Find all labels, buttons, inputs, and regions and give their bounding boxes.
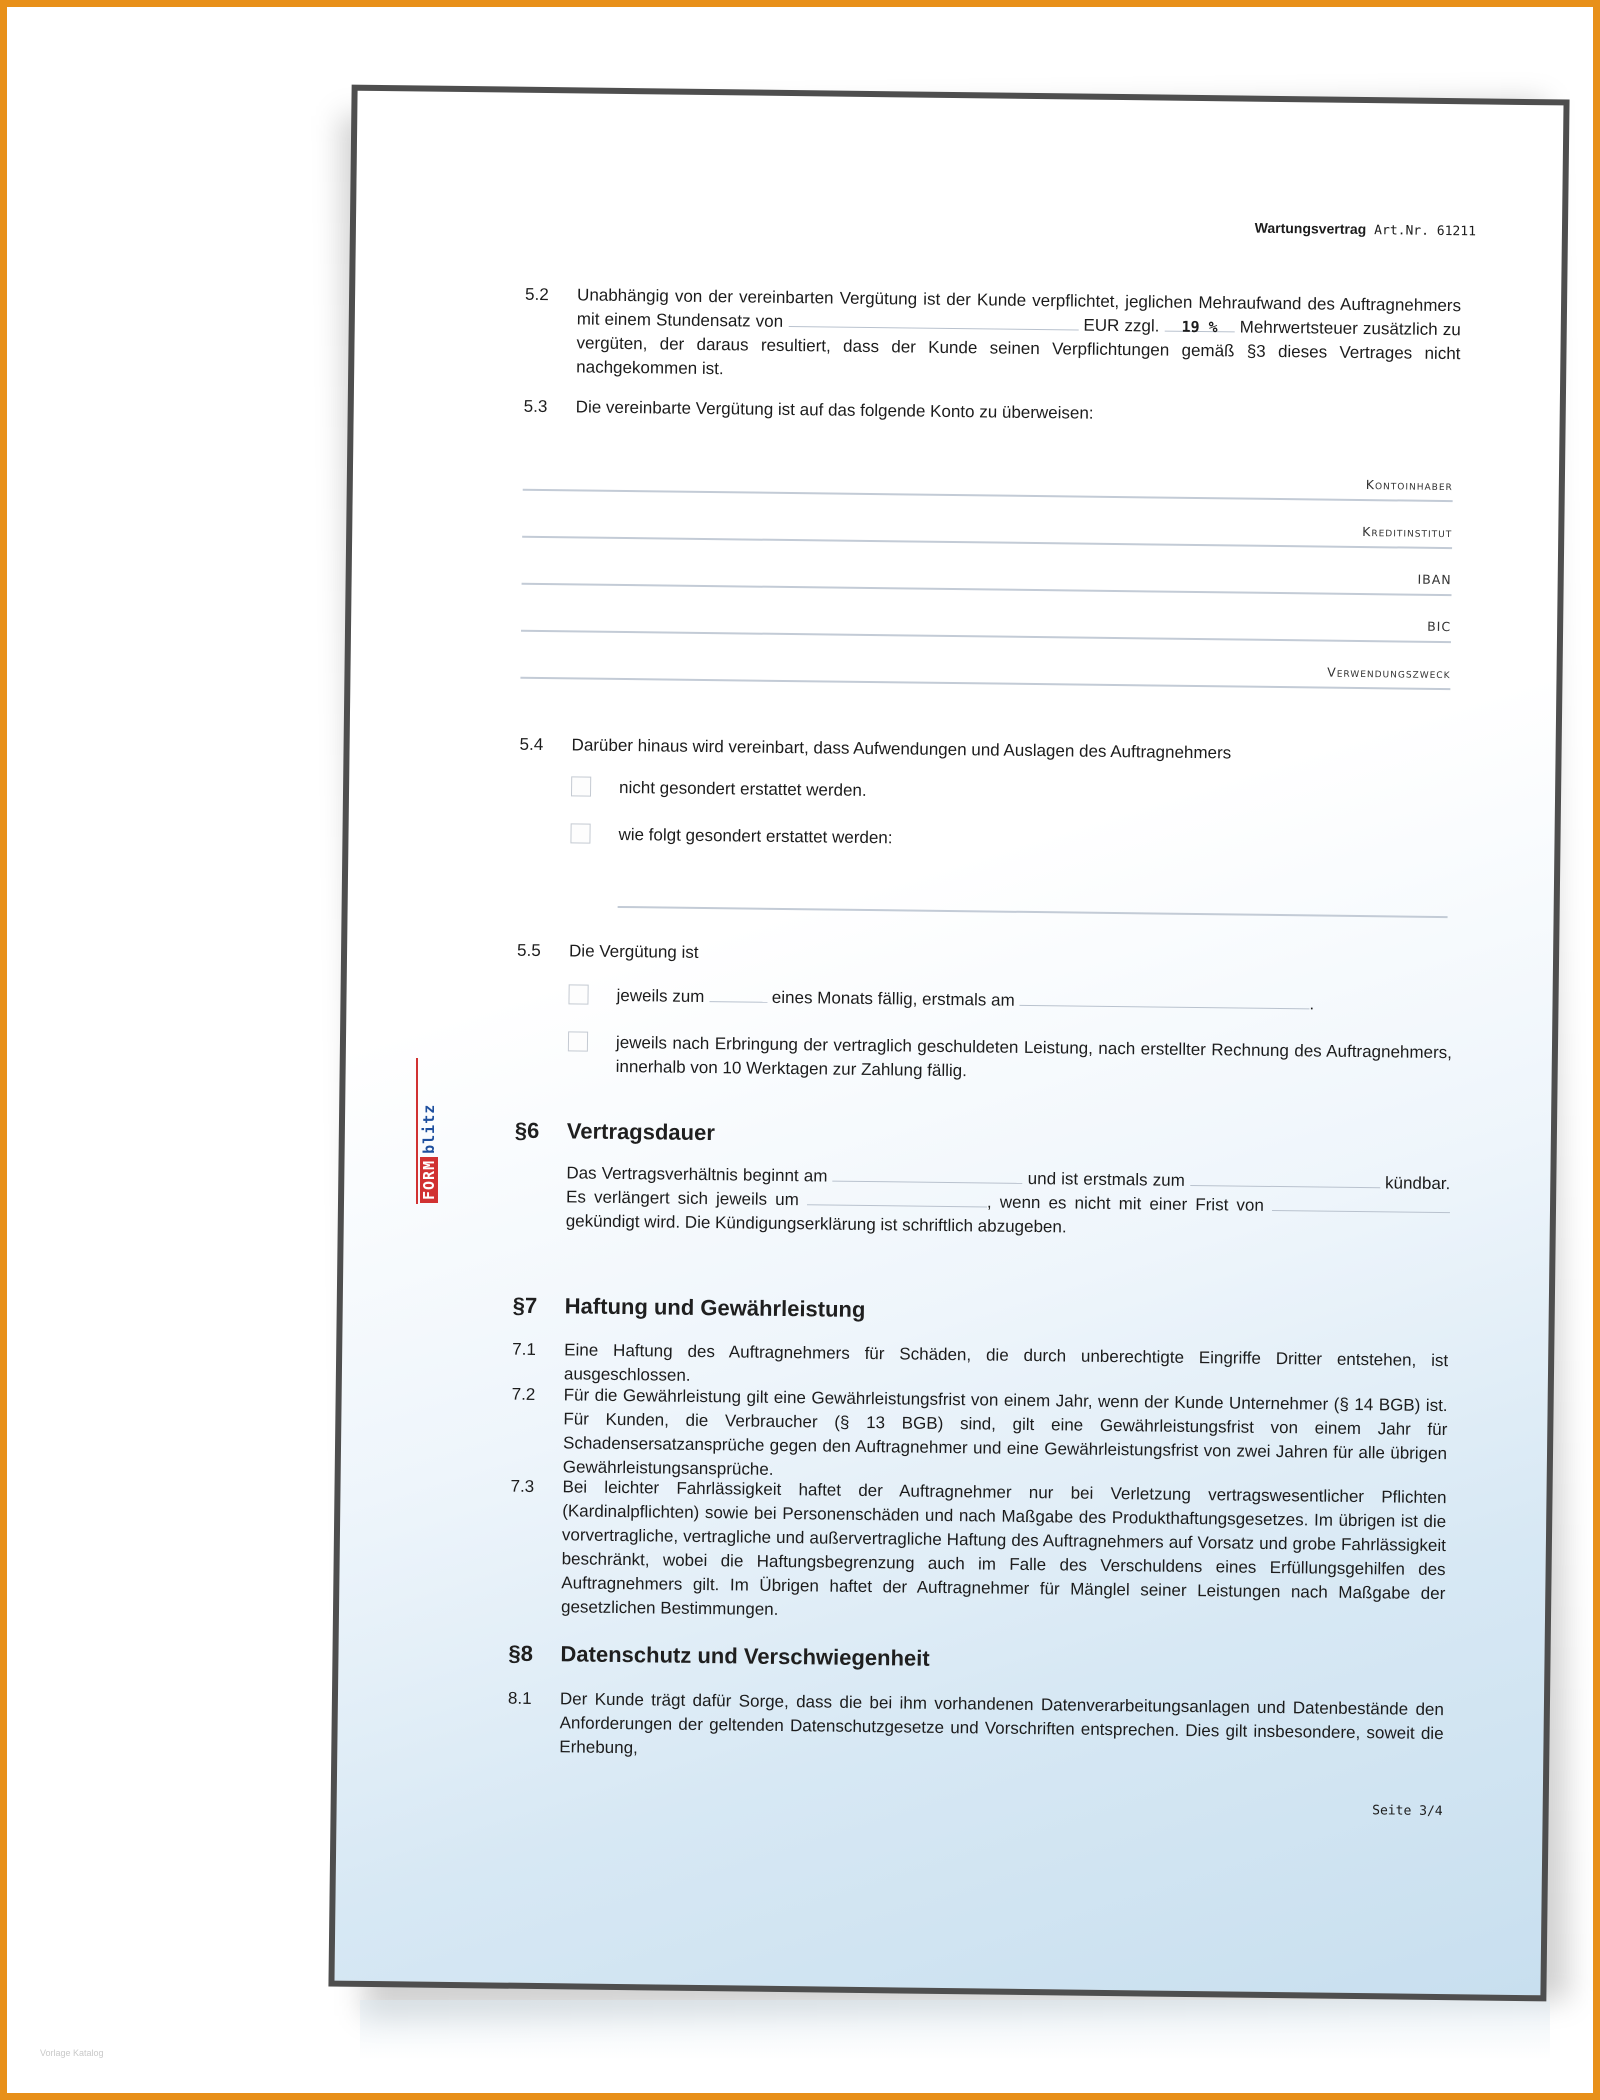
first-termination-field[interactable] (1190, 1169, 1380, 1188)
section-body: Darüber hinaus wird vereinbart, dass Aufwendungen und Auslagen des Auftragnehmers (571, 735, 1232, 763)
section-7-2: 7.2 Für die Gewährleistung gilt eine Gewährleistungsfrist von einem Jahr, wenn der Kunde Unternehmer (§ 14 BGB) ist. Für Kunden, die Verbraucher (§ 13 BGB) sind, gilt eine Gewährleistungsfrist von einem Jahr für Schadensersatzansprüche gegen den Auftragnehmer und eine Gewährleistungsfrist von zwei Jahren für alle übrigen Gewährleistungsansprüche. (511, 1384, 1448, 1479)
section-6-body: Das Vertragsverhältnis beginnt am und ist erstmals zum kündbar. Es verlängert sich jeweils um , wenn es nicht mit einer Frist von gekündigt wird. Die Kündigungserklärung ist schriftlich abzugeben. (565, 1163, 1451, 1237)
section-8-1: 8.1 Der Kunde trägt dafür Sorge, dass die bei ihm vorhandenen Datenverarbeitungsanlagen und Datenbestände den Anforderungen der geltenden Datenschutzgesetze und Vorschriften entsprechen. Dies gilt insbesondere, soweit die Erhebung, (507, 1688, 1445, 1758)
section-5-3 (524, 395, 1460, 436)
section-body: Die vereinbarte Vergütung ist auf das folgende Konto zu überweisen: (575, 397, 1094, 423)
header-title: Wartungsvertrag (1254, 219, 1367, 238)
first-due-date-field[interactable] (1019, 989, 1309, 1010)
iban-field[interactable]: IBAN (522, 557, 1452, 596)
section-5-4 (519, 733, 1455, 774)
heading-section-6: §6 Vertragsdauer (514, 1117, 716, 1146)
vat-field[interactable]: 19 % (1165, 315, 1235, 333)
section-number: 5.5 (516, 940, 541, 961)
bic-field[interactable]: BIC (521, 604, 1451, 643)
heading-section-8: §8 Datenschutz und Verschwiegenheit (508, 1640, 930, 1671)
document-page (328, 85, 1569, 2002)
section-number: 5.3 (523, 396, 548, 417)
account-holder-field[interactable]: Kontoinhaber (523, 463, 1453, 502)
option-after-invoice: jeweils nach Erbringung der vertraglich geschuldeten Leistung, nach erstellter Rechnung des Auftragnehmers, innerhalb von 10 Werktagen zur Zahlung fällig. (567, 1030, 1452, 1093)
notice-period-field[interactable] (1272, 1194, 1450, 1213)
section-number: 5.4 (519, 734, 544, 755)
bank-field[interactable]: Kreditinstitut (522, 510, 1452, 549)
page-number: Seite 3/4 (1372, 1803, 1443, 1820)
checkbox[interactable] (568, 984, 588, 1004)
section-body: Die Vergütung ist (568, 941, 699, 962)
watermark-text: Vorlage Katalog (40, 2048, 104, 2058)
option-not-reimbursed: nicht gesondert erstattet werden. (571, 775, 1455, 812)
section-body: Unabhängig von der vereinbarten Vergütung ist der Kunde verpflichtet, jeglichen Mehraufwand des Auftragnehmers mit einem Stundensatz von EUR zzgl. 19 % Mehrwertsteuer zusätzlich zu vergüten, der daraus resultiert, dass der Kunde seinen Verpflichtungen gemäß §3 dieses Vertrages nicht nachgekommen ist. (576, 285, 1462, 379)
hourly-rate-field[interactable] (788, 310, 1078, 331)
section-7-3: 7.3 Bei leichter Fahrlässigkeit haftet der Auftragnehmer nur bei Verletzung vertragswesentlicher Pflichten (Kardinalpflichten) sowie bei Personenschäden und nach Maßgabe des Produkthaftungsgesetzes. Im übrigen ist die vorvertragliche, vertragliche und außervertragliche Haftung des Auftragnehmers auf Vorsatz und grobe Fahrlässigkeit beschränkt, wobei die Haftungsbegrenzung auch im Falle des Verschuldens eines Erfüllungsgehilfen des Auftragnehmers gilt. Im Übrigen haftet der Auftragnehmer für Mänglel seiner Leistungen nach Maßgabe der gesetzlichen Bestimmungen. (510, 1476, 1447, 1619)
option-monthly-due: jeweils zum eines Monats fällig, erstmals am . (568, 983, 1452, 1020)
checkbox[interactable] (570, 823, 590, 843)
section-5-5 (517, 939, 1453, 980)
renewal-period-field[interactable] (807, 1188, 987, 1207)
contract-start-field[interactable] (833, 1165, 1023, 1184)
formblitz-logo: FORMblitz (416, 1058, 438, 1204)
section-7-1: 7.1 Eine Haftung des Auftragnehmers für Schäden, die durch unberechtigte Eingriffe Dritter entstehen, ist ausgeschlossen. (512, 1339, 1449, 1385)
section-number: 5.2 (524, 284, 549, 305)
page-reflection (360, 2000, 1550, 2060)
document-header (1255, 220, 1476, 240)
due-day-field[interactable] (709, 985, 767, 1003)
heading-section-7: §7 Haftung und Gewährleistung (512, 1292, 866, 1322)
checkbox[interactable] (571, 776, 591, 796)
checkbox[interactable] (568, 1031, 588, 1051)
option-reimbursed-as-follows: wie folgt gesondert erstattet werden: (570, 822, 1454, 859)
section-5-2 (524, 283, 1461, 394)
purpose-field[interactable]: Verwendungszweck (520, 651, 1450, 690)
header-article: Art.Nr. 61211 (1374, 223, 1477, 240)
reimbursement-details-field[interactable] (618, 906, 1448, 918)
